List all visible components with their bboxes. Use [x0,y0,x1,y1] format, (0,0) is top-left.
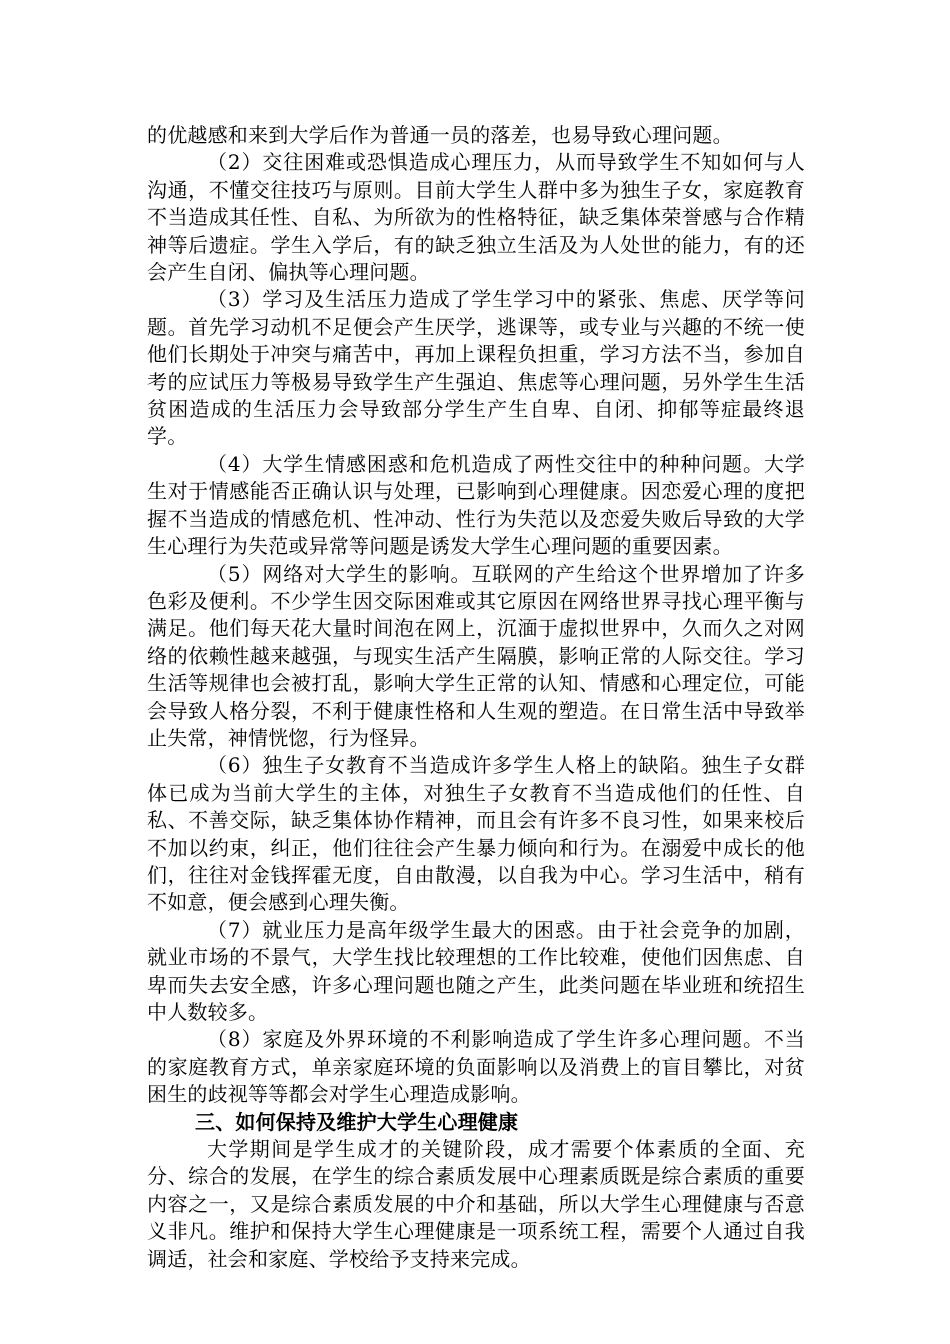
paragraph-maintain-health: 大学期间是学生成才的关键阶段，成才需要个体素质的全面、充分、综合的发展，在学生的综合素质发展中心理素质既是综合素质的重要内容之一，又是综合素质发展的中介和基础，所以大学生心理健康与否意义非凡。维护和保持大学生心理健康是一项系统工程，需要个人通过自我调适，社会和家庭、学校给予支持来完成。 [147,1137,805,1271]
paragraph-only-child-education: （6）独生子女教育不当造成许多学生人格上的缺陷。独生子女群体已成为当前大学生的主体，对独生子女教育不当造成他们的任性、自私、不善交际，缺乏集体协作精神，而且会有许多不良习性，如果来校后不加以约束，纠正，他们往往会产生暴力倾向和行为。在溺爱中成长的他们，往往对金钱挥霍无度，自由散漫，以自我为中心。学习生活中，稍有不如意，便会感到心理失衡。 [147,753,805,915]
paragraph-employment-pressure: （7）就业压力是高年级学生最大的困惑。由于社会竞争的加剧，就业市场的不景气，大学生找比较理想的工作比较难，使他们因焦虑、自卑而失去安全感，许多心理问题也随之产生，此类问题在毕业班和统招生中人数较多。 [147,917,805,1024]
paragraph-interpersonal-difficulty: （2）交往困难或恐惧造成心理压力，从而导致学生不知如何与人沟通，不懂交往技巧与原则。目前大学生人群中多为独生子女，家庭教育不当造成其任性、自私、为所欲为的性格特征，缺乏集体荣誉感与合作精神等后遗症。学生入学后，有的缺乏独立生活及为人处世的能力，有的还会产生自闭、偏执等心理问题。 [147,150,805,285]
document-page [147,122,805,1273]
paragraph-family-environment: （8）家庭及外界环境的不利影响造成了学生许多心理问题。不当的家庭教育方式，单亲家庭环境的负面影响以及消费上的盲目攀比，对贫困生的歧视等等都会对学生心理造成影响。 [147,1027,805,1107]
section-heading: 三、如何保持及维护大学生心理健康 [195,1109,519,1134]
paragraph-study-pressure: （3）学习及生活压力造成了学生学习中的紧张、焦虑、厌学等问题。首先学习动机不足便会产生厌学，逃课等，或专业与兴趣的不统一使他们长期处于冲突与痛苦中，再加上课程负担重，学习方法不当，参加自考的应试压力等极易导致学生产生强迫、焦虑等心理问题，另外学生生活贫困造成的生活压力会导致部分学生产生自卑、自闭、抑郁等症最终退学。 [147,287,805,449]
paragraph-continuation: 的优越感和来到大学后作为普通一员的落差，也易导致心理问题。 [147,123,733,147]
paragraph-internet-influence: （5）网络对大学生的影响。互联网的产生给这个世界增加了许多色彩及便利。不少学生因交际困难或其它原因在网络世界寻找心理平衡与满足。他们每天花大量时间泡在网上，沉湎于虚拟世界中，久而久之对网络的依赖性越来越强，与现实生活产生隔膜，影响正常的人际交往。学习生活等规律也会被打乱，影响大学生正常的认知、情感和心理定位，可能会导致人格分裂，不利于健康性格和人生观的塑造。在日常生活中导致举止失常，神情恍惚，行为怪异。 [147,561,805,750]
paragraph-emotional-confusion: （4）大学生情感困惑和危机造成了两性交往中的种种问题。大学生对于情感能否正确认识与处理，已影响到心理健康。因恋爱心理的度把握不当造成的情感危机、性冲动、性行为失范以及恋爱失败后导致的大学生心理行为失范或异常等问题是诱发大学生心理问题的重要因素。 [147,451,805,559]
